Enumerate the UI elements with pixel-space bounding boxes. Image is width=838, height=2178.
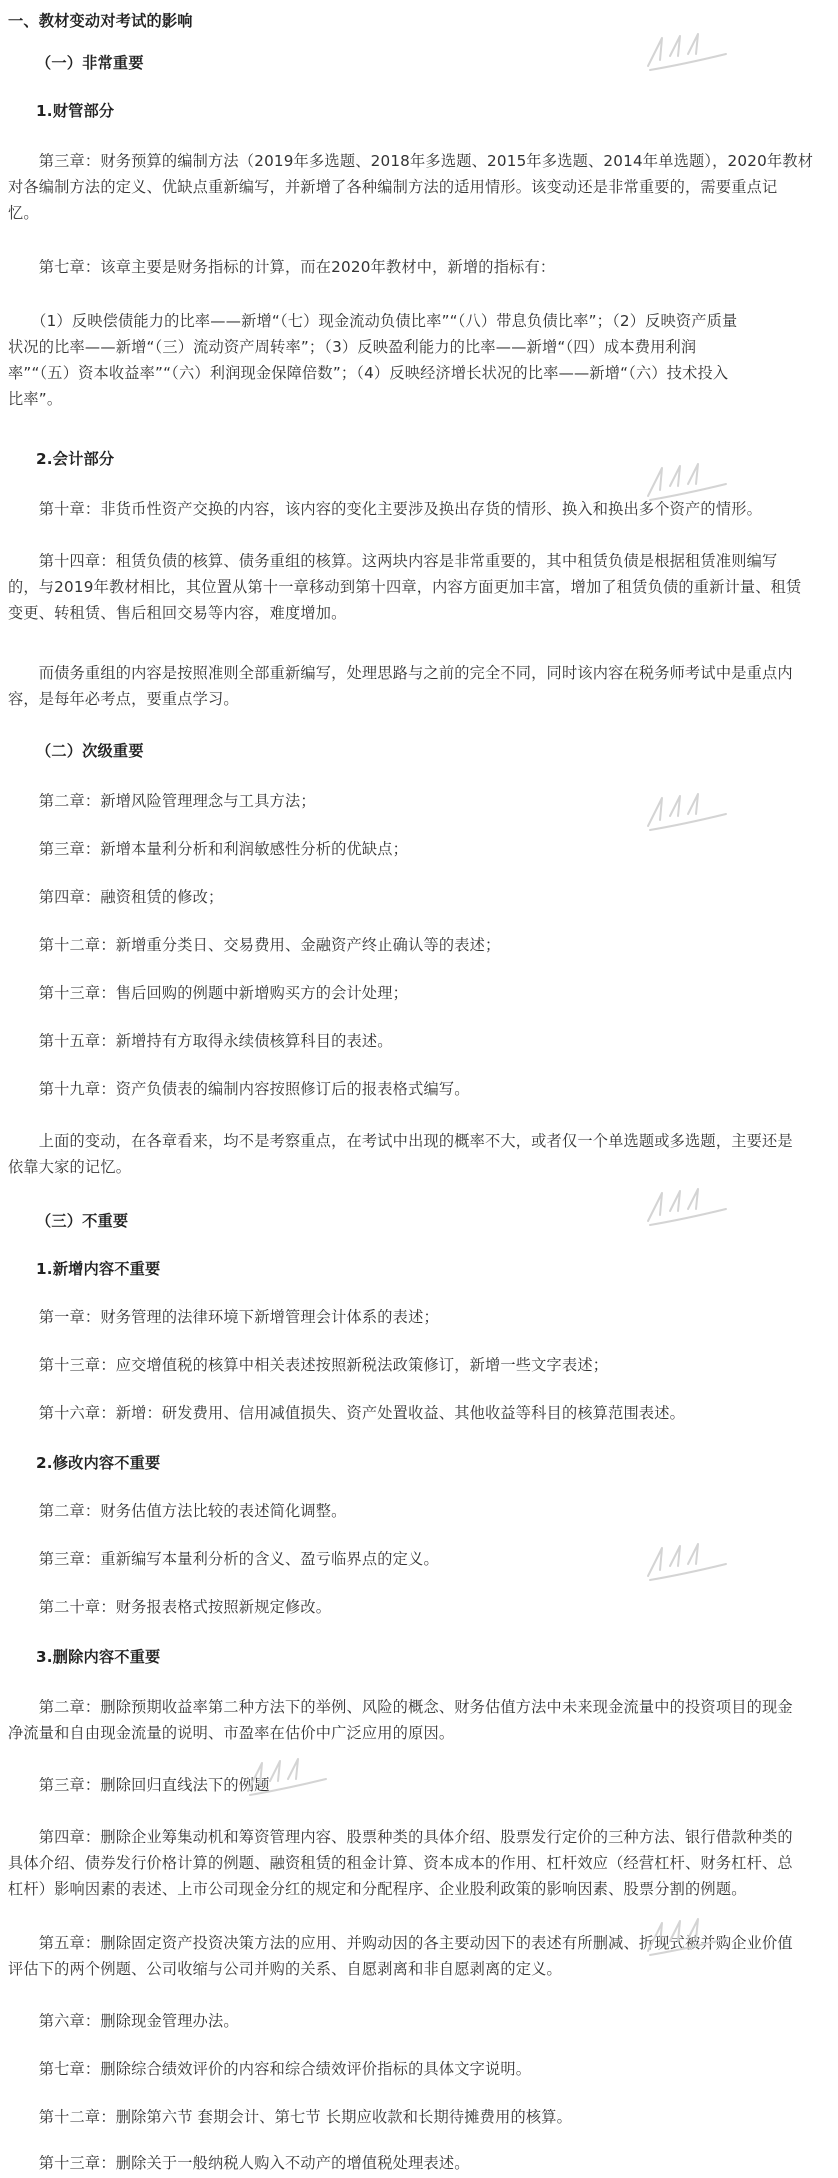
paragraph-line: 杠杆）影响因素的表述、上市公司现金分红的规定和分配程序、企业股利政策的影响因素、股票分割的例题。 [8, 1880, 747, 1898]
subsection-title-finance: 1.财管部分 [36, 102, 115, 120]
paragraph-line: 而债务重组的内容是按照准则全部重新编写，处理思路与之前的完全不同，同时该内容在税务师考试中是重点内 [8, 664, 793, 682]
paragraph-line: 依靠大家的记忆。 [8, 1158, 132, 1176]
watermark-icon [640, 790, 730, 836]
section-title-secondary: （二）次级重要 [36, 742, 144, 760]
list-item: 第三章：新增本量利分析和利润敏感性分析的优缺点； [8, 840, 409, 858]
paragraph-line: 对各编制方法的定义、优缺点重新编写，并新增了各种编制方法的适用情形。该变动还是非常重要的，需要重点记 [8, 178, 778, 196]
list-item: 第二章：新增风险管理理念与工具方法； [8, 792, 316, 810]
main-heading: 一、教材变动对考试的影响 [8, 12, 193, 30]
paragraph-line: 的，与2019年教材相比，其位置从第十一章移动到第十四章，内容方面更加丰富，增加了租赁负债的重新计量、租赁 [8, 578, 802, 596]
watermark-icon [640, 1185, 730, 1231]
paragraph-line: 状况的比率——新增“（三）流动资产周转率”；（3）反映盈利能力的比率——新增“（四）成本费用利润 [8, 338, 697, 356]
paragraph-line: 具体介绍、债券发行价格计算的例题、融资租赁的租金计算、资本成本的作用、杠杆效应（经营杠杆、财务杠杆、总 [8, 1854, 793, 1872]
list-item: 第一章：财务管理的法律环境下新增管理会计体系的表述； [8, 1308, 439, 1326]
subsection-title-deleted: 3.删除内容不重要 [36, 1648, 161, 1666]
paragraph-line: 第六章：删除现金管理办法。 [8, 2012, 239, 2030]
list-item: 第十五章：新增持有方取得永续债核算科目的表述。 [8, 1032, 393, 1050]
list-item: 第二章：财务估值方法比较的表述简化调整。 [8, 1502, 347, 1520]
list-item: 第四章：融资租赁的修改； [8, 888, 224, 906]
paragraph-line: 第七章：该章主要是财务指标的计算，而在2020年教材中，新增的指标有： [8, 258, 556, 276]
paragraph-line: 第三章：删除回归直线法下的例题 [8, 1776, 270, 1794]
list-item: 第十三章：售后回购的例题中新增购买方的会计处理； [8, 984, 409, 1002]
paragraph-line: 比率”。 [8, 390, 63, 408]
paragraph-line: 变更、转租赁、售后租回交易等内容，难度增加。 [8, 604, 347, 622]
paragraph-line: 评估下的两个例题、公司收缩与公司并购的关系、自愿剥离和非自愿剥离的定义。 [8, 1960, 562, 1978]
section-title-unimportant: （三）不重要 [36, 1212, 129, 1230]
subsection-title-accounting: 2.会计部分 [36, 450, 115, 468]
list-item: 第二十章：财务报表格式按照新规定修改。 [8, 1598, 332, 1616]
list-item: 第十六章：新增：研发费用、信用减值损失、资产处置收益、其他收益等科目的核算范围表述。 [8, 1404, 686, 1422]
watermark-icon [640, 30, 730, 76]
paragraph-line: 第七章：删除综合绩效评价的内容和综合绩效评价指标的具体文字说明。 [8, 2060, 532, 2078]
list-item: 第十九章：资产负债表的编制内容按照修订后的报表格式编写。 [8, 1080, 470, 1098]
list-item: 第十三章：应交增值税的核算中相关表述按照新税法政策修订，新增一些文字表述； [8, 1356, 609, 1374]
paragraph-line: 上面的变动，在各章看来，均不是考察重点，在考试中出现的概率不大，或者仅一个单选题或多选题，主要还是 [8, 1132, 793, 1150]
paragraph-line: 第三章：财务预算的编制方法（2019年多选题、2018年多选题、2015年多选题、2014年单选题），2020年教材 [8, 152, 814, 170]
paragraph-line: 净流量和自由现金流量的说明、市盈率在估价中广泛应用的原因。 [8, 1724, 455, 1742]
paragraph-line: 第二章：删除预期收益率第二种方法下的举例、风险的概念、财务估值方法中未来现金流量中的投资项目的现金 [8, 1698, 793, 1716]
list-item: 第十二章：新增重分类日、交易费用、金融资产终止确认等的表述； [8, 936, 501, 954]
watermark-icon [640, 1540, 730, 1586]
list-item: 第三章：重新编写本量利分析的含义、盈亏临界点的定义。 [8, 1550, 439, 1568]
paragraph-line: 容，是每年必考点，要重点学习。 [8, 690, 239, 708]
paragraph-line: 第十章：非货币性资产交换的内容，该内容的变化主要涉及换出存货的情形、换入和换出多个资产的情形。 [8, 500, 762, 518]
paragraph-line: 第五章：删除固定资产投资决策方法的应用、并购动因的各主要动因下的表述有所删减、折现式被并购企业价值 [8, 1934, 793, 1952]
paragraph-line: 第十四章：租赁负债的核算、债务重组的核算。这两块内容是非常重要的，其中租赁负债是根据租赁准则编写 [8, 552, 778, 570]
paragraph-line: （1）反映偿债能力的比率——新增“（七）现金流动负债比率”“（八）带息负债比率”；（2）反映资产质量 [8, 312, 738, 330]
paragraph-line: 第十二章：删除第六节 套期会计、第七节 长期应收款和长期待摊费用的核算。 [8, 2108, 573, 2126]
subsection-title-added: 1.新增内容不重要 [36, 1260, 161, 1278]
paragraph-line: 第四章：删除企业筹集动机和筹资管理内容、股票种类的具体介绍、股票发行定价的三种方法、银行借款种类的 [8, 1828, 793, 1846]
subsection-title-modified: 2.修改内容不重要 [36, 1454, 161, 1472]
paragraph-line: 第十三章：删除关于一般纳税人购入不动产的增值税处理表述。 [8, 2154, 470, 2172]
section-title-very-important: （一）非常重要 [36, 54, 144, 72]
paragraph-line: 率”“（五）资本收益率”“（六）利润现金保障倍数”；（4）反映经济增长状况的比率——新增“（六）技术投入 [8, 364, 729, 382]
paragraph-line: 忆。 [8, 204, 39, 222]
